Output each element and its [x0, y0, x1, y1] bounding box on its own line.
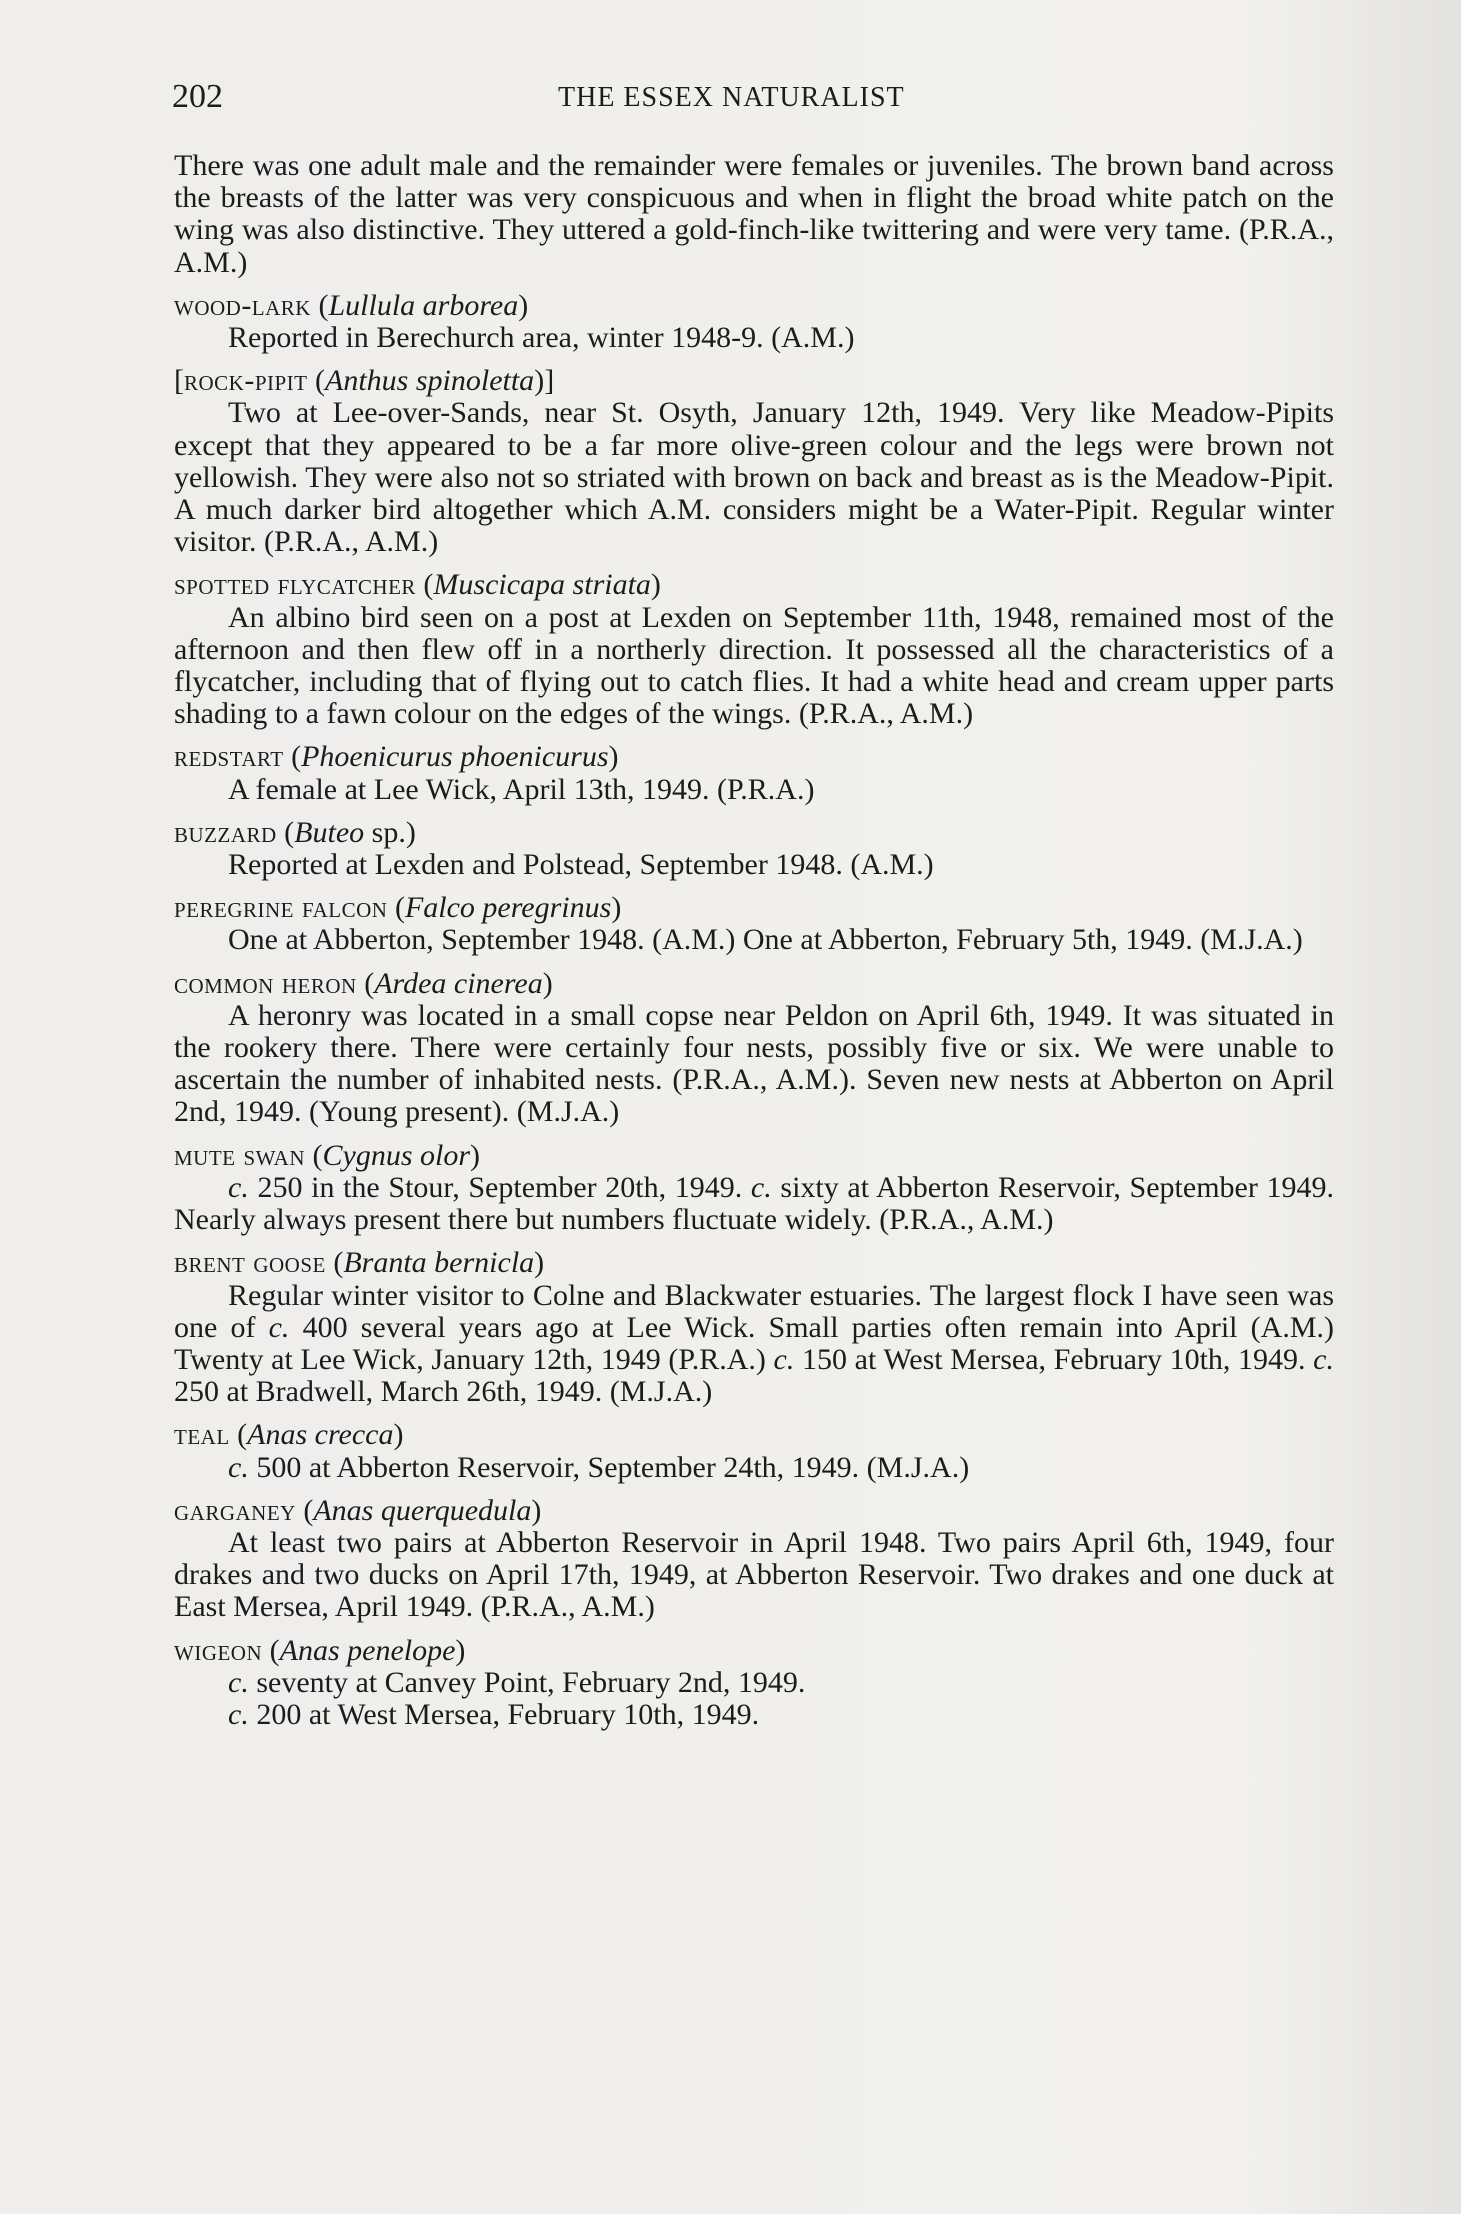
species-common-name: wood-lark — [174, 288, 311, 322]
species-note: One at Abberton, September 1948. (A.M.) One at Abberton, February 5th, 1949. (M.J.A.) — [228, 923, 1303, 957]
bracket-close: ] — [544, 364, 555, 398]
species-entries — [174, 290, 1334, 1731]
species-note: An albino bird seen on a post at Lexden on September 11th, 1948, remained most of the afternoon and then flew off in a northerly direction. It possessed all the characteristics of a flycatcher, including that of flying out to catch flies. It had a white head and cream upper parts shading to a fawn colour on the edges of the wings. (P.R.A., A.M.) — [174, 600, 1334, 731]
species-entry — [174, 1247, 1334, 1408]
species-heading: common heron (Ardea cinerea) — [174, 966, 553, 1000]
text-run: 250 in the Stour, September 20th, 1949. — [248, 1170, 751, 1204]
species-entry — [174, 892, 1334, 956]
species-latin-name: Branta bernicla — [343, 1246, 535, 1280]
species-latin-name: Buteo — [294, 815, 365, 849]
species-heading: buzzard (Buteo sp.) — [174, 815, 416, 849]
species-latin-name: Anas penelope — [279, 1633, 456, 1667]
species-heading: mute swan (Cygnus olor) — [174, 1138, 481, 1172]
species-common-name: common heron — [174, 966, 357, 1000]
species-heading: spotted flycatcher (Muscicapa striata) — [174, 568, 661, 602]
species-heading: teal (Anas crecca) — [174, 1418, 404, 1452]
page-number: 202 — [172, 78, 223, 115]
text-run: 150 at West Mersea, February 10th, 1949. — [794, 1342, 1314, 1376]
species-note-line — [174, 1667, 1334, 1699]
species-common-name: rock-pipit — [184, 364, 308, 398]
text-run: Regular winter visitor to Colne and Blackwater estuaries. The largest flock I have seen was one of — [174, 1278, 1334, 1344]
abbrev-circa: c. — [228, 1450, 249, 1484]
species-entry — [174, 1495, 1334, 1624]
species-heading: peregrine falcon (Falco peregrinus) — [174, 891, 622, 925]
text-run: 400 several years ago at Lee Wick. Small parties often remain into April (A.M.) Twenty at Lee Wick, January 12th, 1949 (P.R.A.) — [174, 1310, 1334, 1376]
page-header — [172, 78, 1341, 124]
species-entry — [174, 290, 1334, 354]
species-note — [174, 1280, 1334, 1409]
abbrev-circa: c. — [268, 1310, 290, 1344]
species-common-name: garganey — [174, 1493, 296, 1527]
species-entry — [174, 1140, 1334, 1237]
abbrev-circa: c. — [228, 1697, 249, 1731]
abbrev-circa: c. — [228, 1170, 249, 1204]
species-common-name: peregrine falcon — [174, 891, 388, 925]
body-text — [174, 150, 1334, 1731]
species-entry — [174, 1419, 1334, 1483]
species-latin-name: Anas querquedula — [313, 1493, 532, 1527]
species-latin-name: Anthus spinoletta — [325, 364, 535, 398]
species-heading: redstart (Phoenicurus phoenicurus) — [174, 740, 619, 774]
species-note: Reported in Berechurch area, winter 1948-9. (A.M.) — [228, 321, 855, 355]
species-note: Reported at Lexden and Polstead, September 1948. (A.M.) — [228, 848, 934, 882]
abbrev-circa: c. — [750, 1170, 772, 1204]
species-heading: garganey (Anas querquedula) — [174, 1493, 542, 1527]
species-common-name: wigeon — [174, 1633, 263, 1667]
species-common-name: mute swan — [174, 1138, 305, 1172]
species-entry — [174, 1635, 1334, 1732]
species-latin-name: Phoenicurus phoenicurus — [301, 740, 609, 774]
species-heading: [rock-pipit (Anthus spinoletta)] — [174, 364, 555, 398]
species-entry — [174, 968, 1334, 1129]
abbrev-circa: c. — [228, 1665, 249, 1699]
species-latin-name: Lullula arborea — [328, 288, 519, 322]
species-common-name: spotted flycatcher — [174, 568, 416, 602]
latin-suffix: sp. — [364, 815, 406, 849]
species-latin-name: Muscicapa striata — [433, 568, 651, 602]
species-entry — [174, 569, 1334, 730]
species-heading: brent goose (Branta bernicla) — [174, 1246, 545, 1280]
text-run: 500 at Abberton Reservoir, September 24th, 1949. (M.J.A.) — [248, 1450, 970, 1484]
species-common-name: brent goose — [174, 1246, 326, 1280]
species-note: Two at Lee-over-Sands, near St. Osyth, January 12th, 1949. Very like Meadow-Pipits except that they appeared to be a far more olive-green colour and the legs were brown not yellowish. They were also not so striated with brown on back and breast as is the Meadow-Pipit. A much darker bird altogether which A.M. considers might be a Water-Pipit. Regular winter visitor. (P.R.A., A.M.) — [174, 396, 1334, 559]
species-entry — [174, 365, 1334, 558]
species-entry — [174, 817, 1334, 881]
text-run: 250 at Bradwell, March 26th, 1949. (M.J.A.) — [174, 1375, 713, 1409]
species-heading: wigeon (Anas penelope) — [174, 1633, 466, 1667]
species-heading: wood-lark (Lullula arborea) — [174, 288, 529, 322]
species-latin-name: Cygnus olor — [322, 1138, 471, 1172]
text-run: 200 at West Mersea, February 10th, 1949. — [248, 1697, 760, 1731]
species-note-line — [174, 1699, 1334, 1731]
text-run: seventy at Canvey Point, February 2nd, 1949. — [248, 1665, 806, 1699]
text-run: sixty at Abberton Reservoir, September 1949. Nearly always present there but numbers fluctuate widely. (P.R.A., A.M.) — [174, 1170, 1334, 1237]
bracket-open: [ — [174, 364, 184, 398]
species-common-name: redstart — [174, 740, 284, 774]
species-note: At least two pairs at Abberton Reservoir in April 1948. Two pairs April 6th, 1949, four drakes and two ducks on April 17th, 1949, at Abberton Reservoir. Two drakes and one duck at East Mersea, April 1949. (P.R.A., A.M.) — [174, 1525, 1334, 1624]
species-latin-name: Ardea cinerea — [374, 966, 543, 1000]
species-entry — [174, 741, 1334, 805]
species-common-name: teal — [174, 1418, 230, 1452]
abbrev-circa: c. — [773, 1342, 795, 1376]
abbrev-circa: c. — [1313, 1342, 1334, 1376]
species-note — [174, 1452, 1334, 1484]
species-note: A female at Lee Wick, April 13th, 1949. (P.R.A.) — [228, 772, 815, 806]
species-note — [174, 1172, 1334, 1236]
species-latin-name: Falco peregrinus — [404, 891, 612, 925]
species-common-name: buzzard — [174, 815, 277, 849]
species-latin-name: Anas crecca — [247, 1418, 394, 1452]
intro-paragraph: There was one adult male and the remainder were females or juveniles. The brown band across the breasts of the latter was very conspicuous and when in flight the broad white patch on the wing was also distinctive. They uttered a gold-finch-like twittering and were very tame. (P.R.A., A.M.) — [174, 149, 1334, 279]
species-note: A heronry was located in a small copse near Peldon on April 6th, 1949. It was situated in the rookery there. There were certainly four nests, possibly five or six. We were unable to ascertain the number of inhabited nests. (P.R.A., A.M.). Seven new nests at Abberton on April 2nd, 1949. (Young present). (M.J.A.) — [174, 998, 1334, 1129]
running-title: THE ESSEX NATURALIST — [558, 82, 905, 113]
